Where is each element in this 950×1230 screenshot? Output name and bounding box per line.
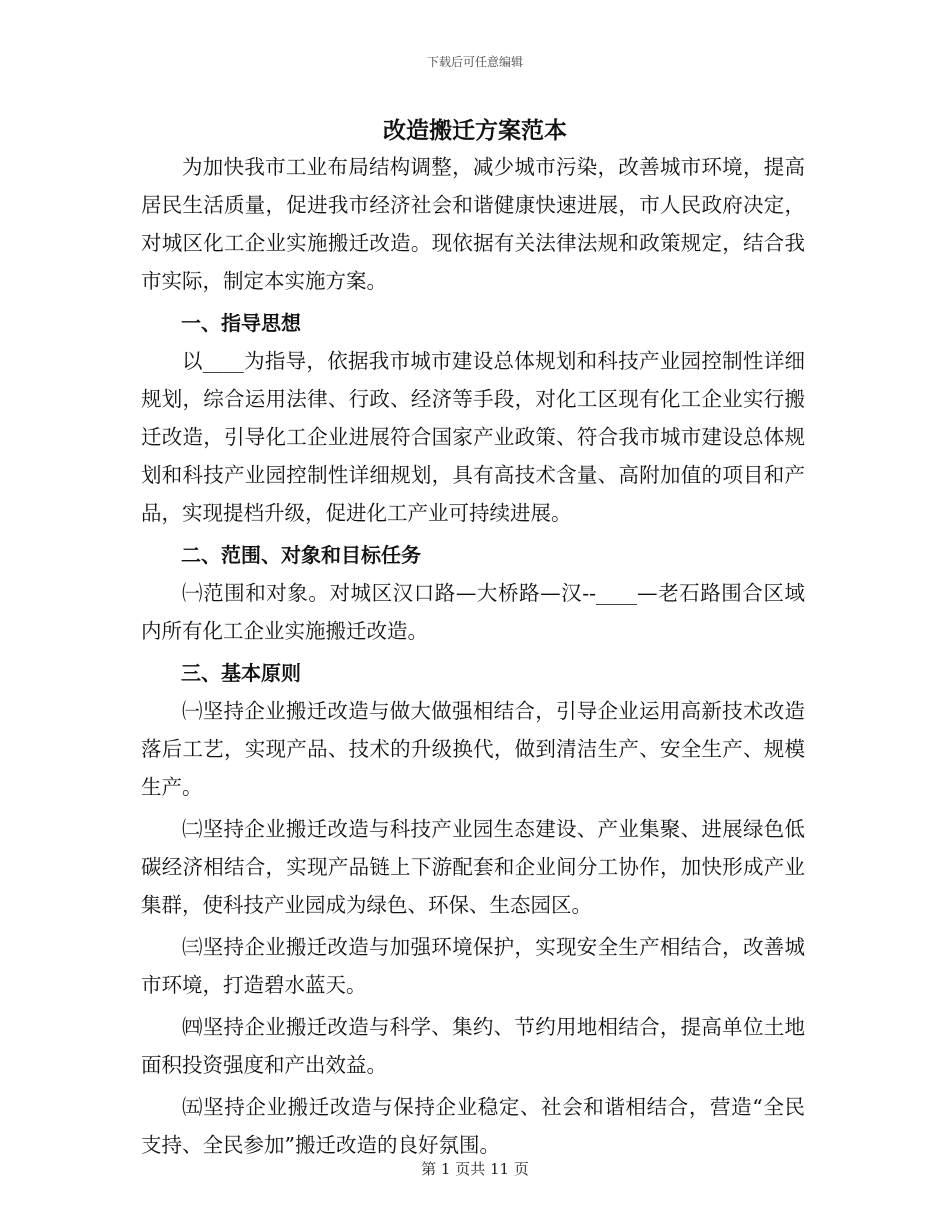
page-header-note: 下载后可任意编辑 — [426, 55, 523, 69]
section-heading: 二、范围、对象和目标任务 — [181, 543, 421, 567]
section-paragraph: ㈠范围和对象。对城区汉口路—大桥路—汉--____—老石路围合区域内所有化工企业实施搬迁改造。 — [141, 581, 805, 643]
principle-paragraph: ㈠坚持企业搬迁改造与做大做强相结合，引导企业运用高新技术改造落后工艺，实现产品、技术的升级换代，做到清洁生产、安全生产、规模生产。 — [141, 699, 805, 799]
principle-paragraph: ㈡坚持企业搬迁改造与科技产业园生态建设、产业集聚、进展绿色低碳经济相结合，实现产品链上下游配套和企业间分工协作，加快形成产业集群，使科技产业园成为绿色、环保、生态园区。 — [141, 817, 805, 917]
document-title: 改造搬迁方案范本 — [383, 118, 567, 144]
principle-paragraph: ㈢坚持企业搬迁改造与加强环境保护，实现安全生产相结合，改善城市环境，打造碧水蓝天。 — [141, 935, 805, 997]
section-heading: 三、基本原则 — [181, 661, 301, 685]
page-number-footer: 第 1 页共 11 页 — [421, 1160, 529, 1178]
document-body — [141, 148, 805, 1164]
intro-paragraph: 为加快我市工业布局结构调整，减少城市污染，改善城市环境，提高居民生活质量，促进我市经济社会和谐健康快速进展，市人民政府决定，对城区化工企业实施搬迁改造。现依据有关法律法规和政策规定，结合我市实际，制定本实施方案。 — [141, 155, 805, 293]
principle-paragraph: ㈣坚持企业搬迁改造与科学、集约、节约用地相结合，提高单位土地面积投资强度和产出效益。 — [141, 1015, 805, 1077]
section-paragraph: 以____为指导，依据我市城市建设总体规划和科技产业园控制性详细规划，综合运用法律、行政、经济等手段，对化工区现有化工企业实行搬迁改造，引导化工企业进展符合国家产业政策、符合我市城市建设总体规划和科技产业园控制性详细规划，具有高技术含量、高附加值的项目和产品，实现提档升级，促进化工产业可持续进展。 — [141, 349, 805, 525]
principle-paragraph: ㈤坚持企业搬迁改造与保持企业稳定、社会和谐相结合，营造“全民支持、全民参加”搬迁改造的良好氛围。 — [141, 1095, 805, 1157]
section-heading: 一、指导思想 — [181, 311, 301, 335]
